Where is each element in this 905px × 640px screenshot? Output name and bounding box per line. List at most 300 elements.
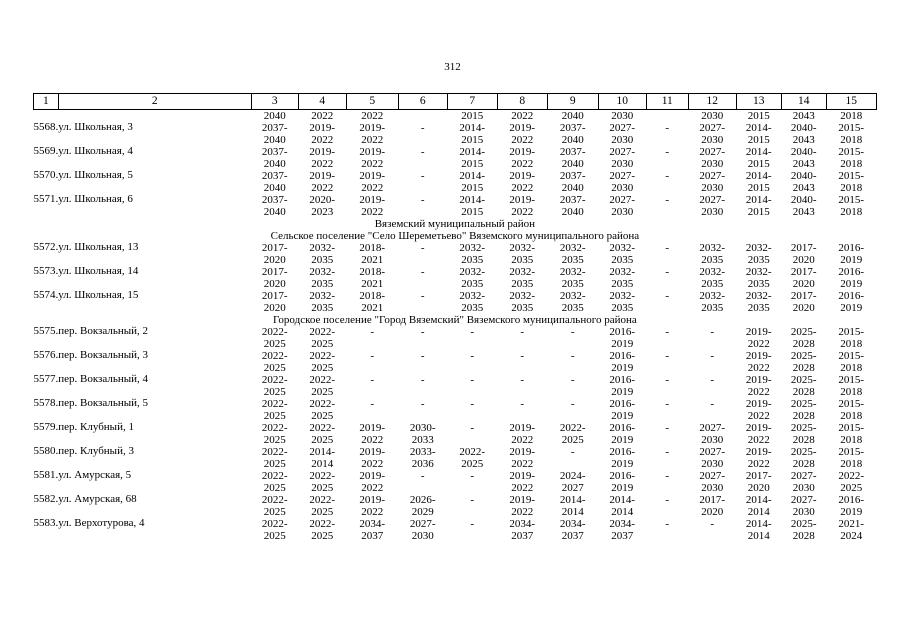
period-cell: 2017-: [790, 266, 817, 278]
period-cell: 2032-: [509, 242, 536, 254]
period-cell: 2032-: [559, 290, 586, 302]
period-cell: 2025: [311, 338, 334, 350]
table-row: [34, 146, 877, 158]
period-cell: -: [665, 266, 670, 278]
period-cell: 2022-: [261, 518, 288, 530]
column-header: 12: [688, 94, 736, 110]
address-cell: ул. Школьная, 15: [58, 290, 139, 301]
period-cell: 2032-: [745, 290, 772, 302]
address-cell: пер. Вокзальный, 2: [58, 326, 149, 337]
period-cell: [497, 410, 547, 422]
row-number: 5574.: [33, 290, 59, 301]
table-row: [34, 422, 877, 434]
period-cell: 2018: [840, 182, 863, 194]
period-cell: 2037-: [559, 194, 586, 206]
table-row: [34, 266, 877, 278]
period-cell: 2017-: [699, 494, 726, 506]
period-cell: 2027-: [609, 122, 636, 134]
period-cell: 2019-: [309, 170, 336, 182]
row-number: 5568.: [33, 122, 59, 133]
period-cell: 2015: [461, 109, 484, 122]
period-cell: 2020: [263, 254, 286, 266]
period-cell: 2032-: [559, 266, 586, 278]
period-cell: 2040: [561, 182, 584, 194]
address-cell: пер. Вокзальный, 5: [58, 398, 149, 409]
column-header: 15: [826, 94, 876, 110]
period-cell: 2025: [263, 506, 286, 518]
period-cell: 2022-: [261, 326, 288, 338]
period-cell: 2040: [263, 206, 286, 218]
period-cell: 2015: [747, 182, 770, 194]
period-cell: [547, 338, 598, 350]
period-cell: [547, 386, 598, 398]
period-cell: 2022-: [309, 398, 336, 410]
period-cell: 2025-: [790, 518, 817, 530]
period-cell: 2019: [840, 302, 863, 314]
address-cell: пер. Клубный, 3: [58, 446, 134, 457]
period-cell: 2032-: [609, 290, 636, 302]
period-cell: [688, 338, 736, 350]
period-cell: 2030: [701, 434, 724, 446]
period-cell: 2015-: [838, 170, 865, 182]
period-cell: [646, 434, 688, 446]
period-cell: [447, 482, 497, 494]
period-cell: [497, 386, 547, 398]
period-cell: 2043: [792, 134, 815, 146]
period-cell: [646, 254, 688, 266]
period-cell: 2014-: [459, 170, 486, 182]
address-cell: пер. Вокзальный, 3: [58, 350, 149, 361]
period-cell: 2030: [611, 206, 634, 218]
period-cell: 2020-: [309, 194, 336, 206]
period-cell: 2017-: [790, 290, 817, 302]
period-cell: [497, 362, 547, 374]
period-cell: -: [420, 326, 425, 338]
period-cell: -: [420, 146, 425, 158]
period-cell: 2019-: [509, 122, 536, 134]
period-cell: [646, 362, 688, 374]
period-cell: 2030: [792, 506, 815, 518]
table-row: [34, 326, 877, 338]
period-cell: 2018-: [359, 242, 386, 254]
period-cell: 2022-: [261, 350, 288, 362]
period-cell: 2035: [561, 254, 584, 266]
period-cell: 2019-: [509, 470, 536, 482]
period-cell: 2030-: [409, 422, 436, 434]
period-cell: 2018-: [359, 266, 386, 278]
period-cell: 2022: [511, 182, 534, 194]
period-cell: 2025: [840, 482, 863, 494]
section-row: [34, 230, 877, 242]
period-cell: 2019-: [359, 470, 386, 482]
section-row: [34, 314, 877, 326]
period-cell: 2028: [792, 410, 815, 422]
period-cell: -: [370, 398, 375, 410]
period-cell: 2020: [701, 506, 724, 518]
column-header: 6: [398, 94, 447, 110]
period-cell: 2022-: [261, 398, 288, 410]
period-cell: 2034-: [509, 518, 536, 530]
period-cell: 2017-: [261, 242, 288, 254]
period-cell: [447, 362, 497, 374]
period-cell: 2022: [747, 410, 770, 422]
row-number: 5575.: [33, 326, 59, 337]
period-cell: 2025-: [790, 374, 817, 386]
period-cell: 2014-: [459, 194, 486, 206]
period-cell: 2033-: [409, 446, 436, 458]
period-cell: 2015-: [838, 446, 865, 458]
period-cell: 2027-: [699, 446, 726, 458]
period-cell: -: [665, 242, 670, 254]
period-cell: 2035: [311, 302, 334, 314]
address-cell: ул. Школьная, 3: [58, 122, 133, 133]
address-cell: ул. Амурская, 5: [58, 470, 132, 481]
period-cell: 2015: [461, 206, 484, 218]
period-cell: 2015-: [838, 146, 865, 158]
period-cell: 2022: [511, 482, 534, 494]
period-cell: 2040: [263, 109, 286, 122]
period-cell: 2027-: [409, 518, 436, 530]
period-cell: 2025: [311, 410, 334, 422]
period-cell: [646, 278, 688, 290]
period-cell: -: [710, 350, 715, 362]
period-cell: 2030: [792, 482, 815, 494]
period-cell: -: [570, 350, 575, 362]
period-cell: -: [710, 326, 715, 338]
page-number: 312: [444, 61, 461, 73]
column-header: 3: [251, 94, 298, 110]
period-cell: -: [570, 446, 575, 458]
period-cell: -: [370, 350, 375, 362]
column-header: 4: [298, 94, 346, 110]
table-row: [34, 374, 877, 386]
period-cell: 2019-: [509, 446, 536, 458]
period-cell: 2025: [263, 434, 286, 446]
period-cell: 2023: [311, 206, 334, 218]
column-header: 9: [547, 94, 598, 110]
period-cell: 2043: [792, 109, 815, 122]
period-cell: 2022: [747, 338, 770, 350]
period-cell: 2025: [311, 530, 334, 542]
period-cell: 2022: [311, 182, 334, 194]
period-cell: -: [520, 398, 525, 410]
period-cell: 2037-: [261, 170, 288, 182]
period-cell: 2022: [511, 134, 534, 146]
table-row: [34, 194, 877, 206]
table-header-row: [34, 94, 877, 110]
period-cell: 2027-: [699, 470, 726, 482]
table-row: [34, 398, 877, 410]
period-cell: 2018: [840, 458, 863, 470]
period-cell: -: [420, 470, 425, 482]
period-cell: 2014-: [459, 146, 486, 158]
period-cell: 2019-: [509, 146, 536, 158]
period-cell: 2037: [561, 530, 584, 542]
period-cell: 2040: [561, 158, 584, 170]
address-cell: ул. Школьная, 5: [58, 170, 133, 181]
period-cell: 2022: [747, 434, 770, 446]
period-cell: 2021: [361, 302, 384, 314]
table-row: [34, 446, 877, 458]
period-cell: 2019-: [359, 146, 386, 158]
period-cell: 2019: [840, 254, 863, 266]
period-cell: 2014: [747, 506, 770, 518]
period-cell: 2036: [411, 458, 434, 470]
period-cell: 2030: [611, 158, 634, 170]
period-cell: 2027-: [699, 194, 726, 206]
period-cell: 2022: [311, 158, 334, 170]
period-cell: 2015: [461, 158, 484, 170]
period-cell: 2019: [611, 410, 634, 422]
period-cell: 2018: [840, 434, 863, 446]
period-cell: 2019-: [359, 422, 386, 434]
period-cell: [447, 338, 497, 350]
period-cell: 2019: [611, 458, 634, 470]
period-cell: -: [420, 122, 425, 134]
period-cell: 2030: [411, 530, 434, 542]
period-cell: [688, 530, 736, 542]
period-cell: 2019-: [745, 350, 772, 362]
column-header: 10: [598, 94, 646, 110]
column-header: 2: [58, 94, 251, 110]
period-cell: 2034-: [359, 518, 386, 530]
period-cell: -: [470, 494, 475, 506]
period-cell: 2032-: [509, 266, 536, 278]
period-cell: [398, 206, 447, 218]
period-cell: 2025: [561, 434, 584, 446]
period-cell: 2040-: [790, 194, 817, 206]
period-cell: 2014-: [745, 494, 772, 506]
period-cell: 2035: [461, 302, 484, 314]
period-cell: 2028: [792, 338, 815, 350]
period-cell: 2022: [511, 206, 534, 218]
address-cell: ул. Школьная, 6: [58, 194, 133, 205]
period-cell: 2037: [361, 530, 384, 542]
period-cell: -: [665, 422, 670, 434]
period-cell: -: [420, 350, 425, 362]
address-cell: пер. Клубный, 1: [58, 422, 134, 433]
period-cell: 2040: [561, 134, 584, 146]
column-header: 1: [34, 94, 59, 110]
period-cell: 2020: [792, 278, 815, 290]
period-cell: 2028: [792, 434, 815, 446]
period-cell: 2015: [747, 134, 770, 146]
period-cell: [646, 182, 688, 194]
period-cell: [398, 338, 447, 350]
period-cell: 2014-: [609, 494, 636, 506]
period-cell: 2032-: [559, 242, 586, 254]
table-row: [34, 494, 877, 506]
period-cell: 2035: [701, 278, 724, 290]
period-cell: 2040-: [790, 146, 817, 158]
period-cell: 2014-: [745, 170, 772, 182]
period-cell: 2015: [747, 158, 770, 170]
period-cell: -: [420, 242, 425, 254]
period-cell: -: [665, 194, 670, 206]
period-cell: -: [710, 398, 715, 410]
period-cell: 2025: [311, 434, 334, 446]
period-cell: 2037: [511, 530, 534, 542]
period-cell: [398, 110, 447, 123]
period-cell: 2019-: [309, 122, 336, 134]
period-cell: [447, 530, 497, 542]
period-cell: 2030: [701, 134, 724, 146]
period-cell: 2035: [611, 254, 634, 266]
period-cell: [398, 182, 447, 194]
column-header: 7: [447, 94, 497, 110]
period-cell: -: [665, 170, 670, 182]
period-cell: 2035: [747, 254, 770, 266]
period-cell: 2027-: [699, 170, 726, 182]
period-cell: 2022: [511, 158, 534, 170]
period-cell: -: [665, 518, 670, 530]
period-cell: [547, 410, 598, 422]
period-cell: 2032-: [309, 266, 336, 278]
period-cell: 2030: [701, 182, 724, 194]
period-cell: 2032-: [699, 242, 726, 254]
period-cell: [646, 506, 688, 518]
period-cell: [398, 410, 447, 422]
period-cell: 2033: [411, 434, 434, 446]
period-cell: 2040: [263, 158, 286, 170]
period-cell: [646, 386, 688, 398]
period-cell: -: [470, 470, 475, 482]
period-cell: 2022: [511, 109, 534, 122]
period-cell: 2028: [792, 362, 815, 374]
period-cell: [646, 158, 688, 170]
period-cell: -: [470, 422, 475, 434]
period-cell: -: [665, 446, 670, 458]
period-cell: 2035: [511, 254, 534, 266]
period-cell: 2022: [361, 134, 384, 146]
column-header: 5: [346, 94, 398, 110]
period-cell: 2037-: [261, 194, 288, 206]
period-cell: 2025-: [790, 326, 817, 338]
period-cell: 2037-: [559, 146, 586, 158]
period-cell: -: [665, 374, 670, 386]
period-cell: 2035: [511, 278, 534, 290]
period-cell: [646, 530, 688, 542]
period-cell: 2035: [701, 254, 724, 266]
period-cell: 2018: [840, 338, 863, 350]
period-cell: -: [420, 398, 425, 410]
period-cell: [688, 386, 736, 398]
period-cell: 2019-: [509, 170, 536, 182]
period-cell: 2032-: [309, 242, 336, 254]
period-cell: 2019-: [509, 422, 536, 434]
period-cell: -: [665, 146, 670, 158]
period-cell: 2016-: [609, 422, 636, 434]
period-cell: 2025: [461, 458, 484, 470]
period-cell: 2016-: [609, 446, 636, 458]
table-row: [34, 122, 877, 134]
period-cell: 2014-: [745, 194, 772, 206]
column-header: 8: [497, 94, 547, 110]
period-cell: 2027-: [699, 146, 726, 158]
period-cell: [646, 410, 688, 422]
period-cell: 2015-: [838, 326, 865, 338]
period-cell: 2014: [611, 506, 634, 518]
period-cell: 2032-: [459, 266, 486, 278]
period-cell: 2019: [611, 338, 634, 350]
period-cell: 2014-: [559, 494, 586, 506]
period-cell: [398, 278, 447, 290]
period-cell: 2021: [361, 278, 384, 290]
period-cell: 2015: [747, 206, 770, 218]
period-cell: 2018: [840, 362, 863, 374]
period-cell: 2027-: [609, 146, 636, 158]
period-cell: 2022-: [309, 374, 336, 386]
table-row: [34, 518, 877, 530]
row-number: 5579.: [33, 422, 59, 433]
period-cell: 2022-: [261, 374, 288, 386]
row-number: 5581.: [33, 470, 59, 481]
period-cell: 2035: [747, 278, 770, 290]
period-cell: 2016-: [838, 242, 865, 254]
period-cell: -: [420, 194, 425, 206]
period-cell: -: [665, 494, 670, 506]
period-cell: 2027-: [790, 494, 817, 506]
period-cell: 2016-: [838, 290, 865, 302]
section-heading: Городское поселение "Город Вяземский" Вяземского муниципального района: [273, 314, 637, 326]
period-cell: 2040-: [790, 170, 817, 182]
period-cell: 2030: [701, 158, 724, 170]
period-cell: 2035: [311, 278, 334, 290]
period-cell: [447, 434, 497, 446]
period-cell: 2019: [611, 362, 634, 374]
period-cell: 2017-: [790, 242, 817, 254]
period-cell: -: [370, 326, 375, 338]
period-cell: -: [570, 326, 575, 338]
period-cell: 2020: [792, 254, 815, 266]
period-cell: 2025: [311, 386, 334, 398]
period-cell: 2016-: [609, 326, 636, 338]
period-cell: -: [370, 374, 375, 386]
period-cell: 2019: [611, 386, 634, 398]
period-cell: 2022: [361, 182, 384, 194]
period-cell: 2021: [361, 254, 384, 266]
period-cell: 2022: [511, 434, 534, 446]
period-cell: 2020: [263, 278, 286, 290]
period-cell: -: [710, 374, 715, 386]
period-cell: 2019: [840, 278, 863, 290]
period-cell: 2017-: [261, 266, 288, 278]
period-cell: 2043: [792, 158, 815, 170]
period-cell: 2030: [611, 134, 634, 146]
period-cell: 2019-: [745, 326, 772, 338]
period-cell: 2022: [311, 109, 334, 122]
period-cell: 2030: [701, 206, 724, 218]
period-cell: 2015-: [838, 422, 865, 434]
period-cell: -: [420, 170, 425, 182]
period-cell: 2014: [747, 530, 770, 542]
period-cell: 2016-: [838, 266, 865, 278]
period-cell: 2030: [701, 109, 724, 122]
period-cell: 2016-: [838, 494, 865, 506]
period-cell: 2019-: [359, 170, 386, 182]
period-cell: 2022: [311, 134, 334, 146]
period-cell: 2025-: [790, 398, 817, 410]
row-number: 5570.: [33, 170, 59, 181]
period-cell: 2035: [701, 302, 724, 314]
period-cell: -: [420, 290, 425, 302]
period-cell: 2032-: [509, 290, 536, 302]
period-cell: 2040: [263, 182, 286, 194]
period-cell: 2022-: [838, 470, 865, 482]
period-cell: 2032-: [459, 242, 486, 254]
period-cell: 2019-: [359, 446, 386, 458]
period-cell: 2022: [361, 206, 384, 218]
